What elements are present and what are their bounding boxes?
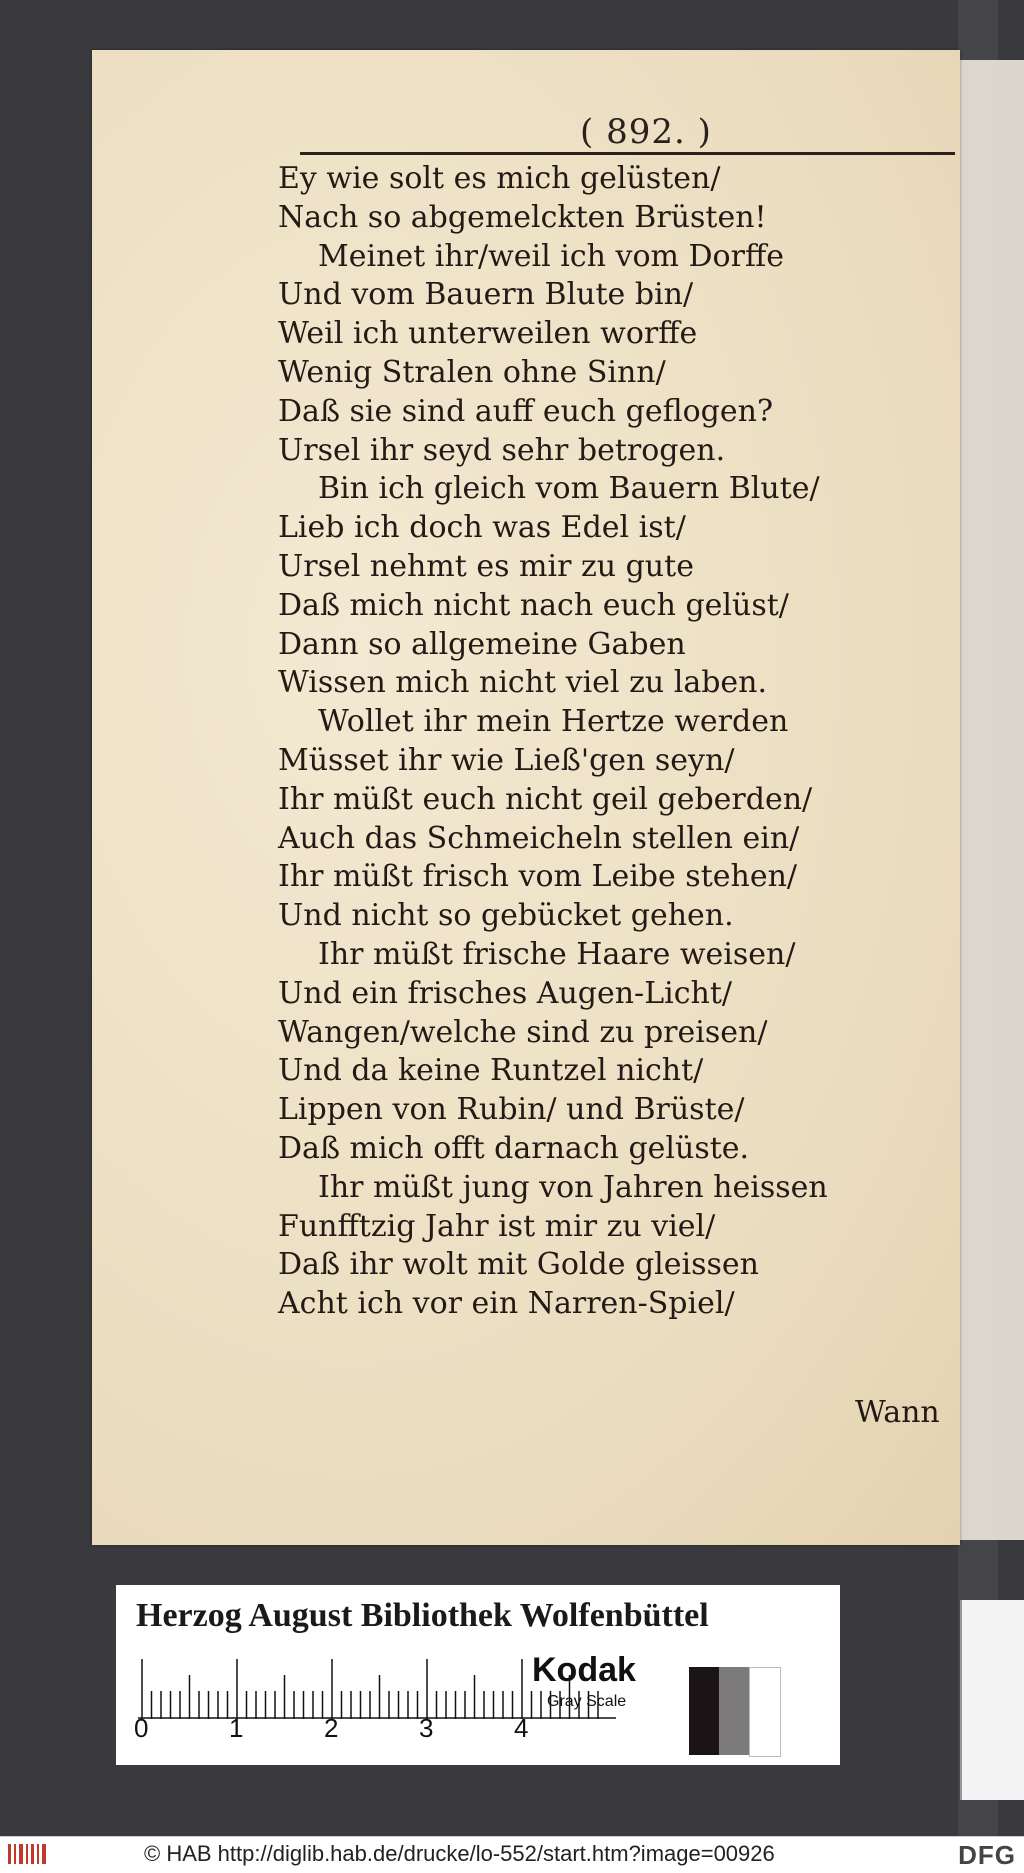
poem-line: Weil ich unterweilen worffe bbox=[278, 316, 698, 352]
library-name: Herzog August Bibliothek Wolfenbüttel bbox=[136, 1597, 709, 1634]
ruler-label: 3 bbox=[419, 1713, 434, 1743]
poem-line: Ey wie solt es mich gelüsten/ bbox=[278, 161, 721, 196]
poem-line: Ihr müßt frisch vom Leibe stehen/ bbox=[278, 859, 798, 895]
dfg-logo: DFG bbox=[958, 1840, 1016, 1870]
poem-line: Acht ich vor ein Narren-Spiel/ bbox=[278, 1286, 735, 1322]
page-number: ( 892. ) bbox=[580, 112, 712, 152]
poem-line: Daß mich offt darnach gelüste. bbox=[278, 1130, 750, 1166]
poem-line: Ihr müßt euch nicht geil geberden/ bbox=[278, 781, 813, 817]
adjacent-page-edge bbox=[955, 60, 1024, 1540]
poem-line: Lieb ich doch was Edel ist/ bbox=[278, 510, 686, 546]
poem-line: Ursel nehmt es mir zu gute bbox=[278, 548, 694, 584]
gray-patches bbox=[689, 1667, 809, 1755]
ruler-label: 2 bbox=[324, 1713, 339, 1743]
poem-line: Und da keine Runtzel nicht/ bbox=[278, 1053, 704, 1089]
poem-line: Ursel ihr seyd sehr betrogen. bbox=[278, 432, 726, 468]
color-calibration-card bbox=[116, 1585, 840, 1765]
poem-line: Daß sie sind auff euch geflogen? bbox=[278, 393, 774, 429]
catchword: Wann bbox=[855, 1395, 940, 1430]
adjacent-card-edge bbox=[960, 1600, 1024, 1800]
poem-text bbox=[278, 160, 838, 1324]
poem-line: Funfftzig Jahr ist mir zu viel/ bbox=[278, 1208, 716, 1244]
poem-line: Und nicht so gebücket gehen. bbox=[278, 898, 734, 934]
ruler-label: 1 bbox=[229, 1713, 244, 1743]
gray-patch bbox=[689, 1667, 719, 1755]
poem-line: Bin ich gleich vom Bauern Blute/ bbox=[318, 471, 820, 507]
poem-line: Und ein frisches Augen-Licht/ bbox=[278, 975, 732, 1011]
poem-line: Wissen mich nicht viel zu laben. bbox=[278, 665, 768, 701]
gray-patch bbox=[719, 1667, 749, 1755]
poem-line: Nach so abgemelckten Brüsten! bbox=[278, 199, 767, 235]
poem-line: Meinet ihr/weil ich vom Dorffe bbox=[318, 238, 785, 274]
header-rule bbox=[300, 152, 955, 155]
ruler-label: 4 bbox=[514, 1713, 529, 1743]
poem-line: Lippen von Rubin/ und Brüste/ bbox=[278, 1092, 745, 1128]
poem-line: Wenig Stralen ohne Sinn/ bbox=[278, 354, 666, 390]
footer-copyright-url: © HAB http://diglib.hab.de/drucke/lo-552/start.htm?image=00926 bbox=[144, 1841, 775, 1866]
poem-line: Ihr müßt frische Haare weisen/ bbox=[318, 936, 796, 972]
kodak-brand: Kodak bbox=[532, 1651, 636, 1689]
gray-scale-label: Gray Scale bbox=[547, 1693, 627, 1710]
poem-line: Wollet ihr mein Hertze werden bbox=[318, 704, 789, 740]
poem-line: Ihr müßt jung von Jahren heissen bbox=[318, 1169, 828, 1205]
poem-line: Daß ihr wolt mit Golde gleissen bbox=[278, 1247, 759, 1283]
poem-line: Müsset ihr wie Ließ'gen seyn/ bbox=[278, 742, 735, 778]
poem-line: Wangen/welche sind zu preisen/ bbox=[278, 1014, 768, 1050]
ruler-label: 0 bbox=[134, 1713, 149, 1743]
poem-line: Dann so allgemeine Gaben bbox=[278, 626, 686, 662]
footer-bar bbox=[0, 1836, 1024, 1873]
gray-patch bbox=[749, 1667, 781, 1757]
hab-barcode-icon bbox=[6, 1841, 50, 1867]
poem-line: Auch das Schmeicheln stellen ein/ bbox=[278, 820, 800, 856]
poem-line: Daß mich nicht nach euch gelüst/ bbox=[278, 587, 789, 623]
poem-line: Und vom Bauern Blute bin/ bbox=[278, 277, 694, 313]
